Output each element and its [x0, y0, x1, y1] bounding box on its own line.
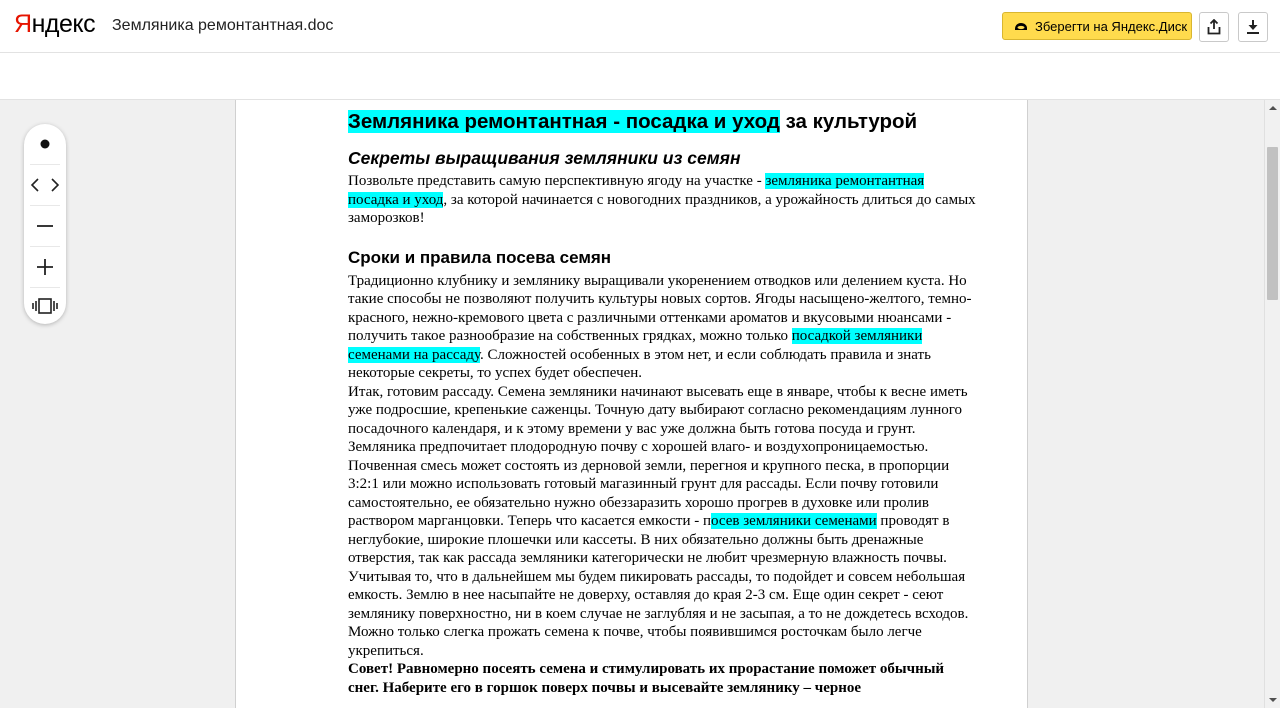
save-to-disk-button[interactable]	[1002, 12, 1192, 40]
viewer-tool-panel	[24, 124, 66, 324]
download-button[interactable]	[1238, 12, 1268, 42]
zoom-out-button[interactable]	[24, 206, 66, 246]
paragraph-intro: Позвольте представить самую перспективную ягоду на участке - земляника ремонтантная посадка и уход, за которой начинается с новогодних праздников, а урожайность длиться до самых заморозков!	[348, 173, 976, 226]
toolbar-strip	[0, 53, 1280, 100]
arrow-down-icon	[1269, 697, 1277, 703]
section-heading: Сроки и правила посева семян	[348, 247, 612, 267]
yandex-logo[interactable]: Яндекс	[14, 10, 96, 38]
highlight: осев земляники семенами	[711, 513, 877, 529]
document-title: Земляника ремонтантная.doc	[112, 17, 334, 34]
paragraph: Традиционно клубнику и землянику выращивали укоренением отводков или делением куста. Но такие способы не позволяют получить культуры новых сортов. Ягоды насыщено-желтого, темно-красного, нежно-кремового цвета с различными оттенками ароматов и вкусовыми нюансами - получить такое разнообразие на собственных грядках, можно только посадкой земляники семенами на рассаду. Сложностей особенных в этом нет, и если соблюдать правила и знать некоторые секреты, то успех будет обеспечен.	[348, 272, 972, 381]
arrow-up-icon	[1269, 105, 1277, 111]
dot-icon	[39, 138, 51, 150]
document-content	[348, 108, 976, 697]
paragraph: Земляника предпочитает плодородную почву с хорошей влаго- и воздухопроницаемостью. Почвенная смесь может состоять из дерновой земли, перегноя и крупного песка, в пропорции 3:2:1 или можно использовать готовый магазинный грунт для рассады. Если почву готовили самостоятельно, ее обязательно нужно обеззаразить хорошо прогрев в духовке или пролив раствором марганцовки. Теперь что касается емкости - посев земляники семенами проводят в неглубокие, широкие плошечки или кассеты. В них обязательно должны быть дренажные отверстия, так как рассада земляники категорически не любит чрезмерную влажность почвы. Учитывая то, что в дальнейшем мы будем пикировать рассады, то подойдет и совсем небольшая емкость. Землю в нее насыпайте не доверху, оставляя до края 2-3 см. Еще один секрет - сеют землянику поверхностно, ни в коем случае не заглубляя и не засыпая, а то не дождетесь всходов. Можно только слегка прожать семена к почве, чтобы появившимся росточкам было легче укрепиться.	[348, 439, 969, 659]
scroll-down-arrow[interactable]	[1265, 692, 1280, 708]
document-page	[235, 100, 1028, 708]
paragraph: Итак, готовим рассаду. Семена земляники начинают высевать еще в январе, чтобы к весне иметь уже подросшие, крепенькие саженцы. Точную дату выбирают согласно рекомендациям лунного посадочного календаря, и к этому времени у вас уже должна быть готова посуда и грунт.	[348, 383, 968, 437]
document-heading: Земляника ремонтантная - посадка и уход за культурой	[348, 110, 918, 133]
zoom-in-button[interactable]	[24, 247, 66, 287]
scroll-up-arrow[interactable]	[1265, 100, 1280, 116]
disk-icon	[1013, 20, 1029, 32]
fit-page-button[interactable]	[24, 287, 66, 324]
download-icon	[1246, 19, 1260, 35]
highlight: земляника ремонтантная посадка и уход	[348, 173, 925, 208]
save-button-label: Зберегти на Яндекс.Диск	[1035, 18, 1188, 34]
scrollbar-thumb[interactable]	[1267, 147, 1278, 300]
zoom-out-icon	[35, 216, 55, 236]
vertical-scrollbar[interactable]	[1264, 100, 1280, 708]
prev-next-button[interactable]	[24, 165, 66, 205]
highlight: Земляника ремонтантная - посадка и уход	[348, 110, 780, 133]
dot-button[interactable]	[24, 124, 66, 164]
paragraph-tip: Совет! Равномерно посеять семена и стимулировать их прорастание поможет обычный снег. Наберите его в горшок поверх почвы и высевайте землянику – черное	[348, 661, 945, 696]
document-viewer[interactable]	[0, 100, 1264, 708]
share-upload-icon	[1207, 19, 1221, 35]
highlight: посадкой земляники семенами на рассаду	[348, 328, 923, 363]
fit-page-icon	[30, 297, 60, 315]
zoom-in-icon	[35, 257, 55, 277]
top-bar	[0, 0, 1280, 53]
share-button[interactable]	[1199, 12, 1229, 42]
prev-next-icon	[28, 177, 62, 193]
document-subheading: Секреты выращивания земляники из семян	[348, 148, 741, 168]
